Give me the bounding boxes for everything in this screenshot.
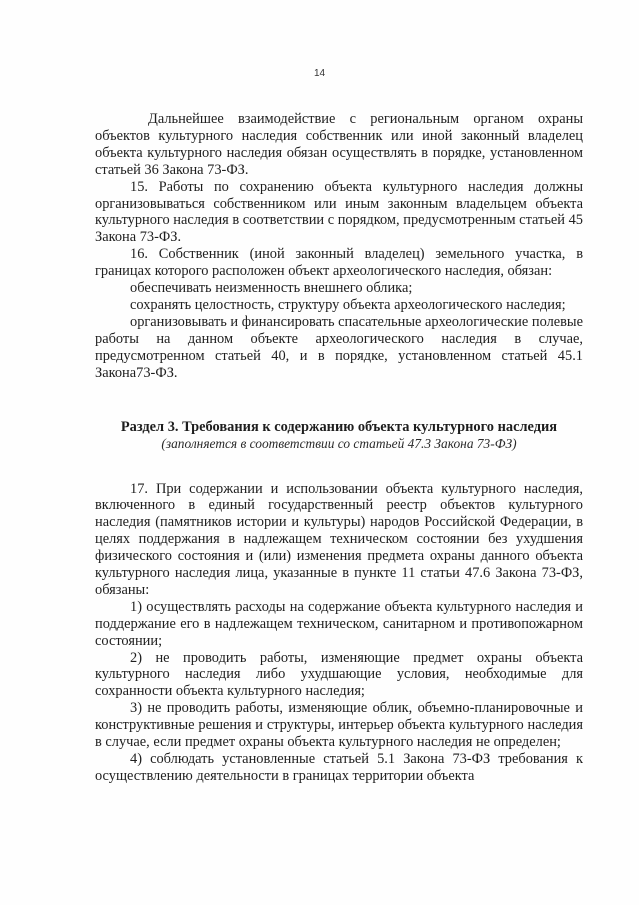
list-item-appearance: обеспечивать неизменность внешнего облика; bbox=[130, 280, 413, 297]
paragraph-interaction: Дальнейшее взаимодействие с региональным органом охраны объектов культурного наследия собственник или иной законный владелец объекта культурного наследия обязан осуществлять в порядке, установленном статьей 36 Закона 73-ФЗ. bbox=[95, 111, 583, 178]
page-number: 14 bbox=[313, 68, 326, 79]
list-item-3: 3) не проводить работы, изменяющие облик, объемно-планировочные и конструктивные решения и структуры, интерьер объекта культурного наследия в случае, если предмет охраны объекта культурного наследия не определен; bbox=[95, 700, 583, 751]
list-item-rescue-works: организовывать и финансировать спасательные археологические полевые работы на данном объекте археологического наследия в случае, предусмотренном статьей 40, и в порядке, установленном статьей 45.1 Закона73-ФЗ. bbox=[95, 313, 583, 381]
paragraph-16: 16. Собственник (иной законный владелец) земельного участка, в границах которого расположен объект археологического наследия, обязан: bbox=[95, 246, 583, 280]
paragraph-15: 15. Работы по сохранению объекта культурного наследия должны организовываться собственником или иным законным владельцем объекта культурного наследия в соответствии с порядком, предусмотренным статьей 45 Закона 73-ФЗ. bbox=[95, 178, 583, 246]
section-subtitle: (заполняется в соответствии со статьей 47.3 Закона 73-ФЗ) bbox=[161, 435, 517, 451]
section-title: Раздел 3. Требования к содержанию объекта культурного наследия bbox=[120, 418, 558, 435]
list-item-1: 1) осуществлять расходы на содержание объекта культурного наследия и поддержание его в надлежащем техническом, санитарном и противопожарном состоянии; bbox=[95, 598, 583, 649]
list-item-4: 4) соблюдать установленные статьей 5.1 Закона 73-ФЗ требования к осуществлению деятельности в границах территории объекта bbox=[95, 751, 583, 784]
list-item-2: 2) не проводить работы, изменяющие предмет охраны объекта культурного наследия либо ухудшающие условия, необходимые для сохранности объекта культурного наследия; bbox=[95, 649, 583, 700]
section-spacer bbox=[95, 382, 583, 419]
paragraph-17: 17. При содержании и использовании объекта культурного наследия, включенного в единый государственный реестр объектов культурного наследия (памятников истории и культуры) народов Российской Федерации, в целях поддержания в надлежащем техническом состоянии без ухудшения физического состояния и (или) изменения предмета охраны данного объекта культурного наследия лица, указанные в пункте 11 статьи 47.6 Закона 73-ФЗ, обязаны: bbox=[95, 480, 583, 598]
document-body bbox=[95, 111, 583, 785]
list-item-integrity: сохранять целостность, структуру объекта археологического наследия; bbox=[130, 296, 566, 313]
